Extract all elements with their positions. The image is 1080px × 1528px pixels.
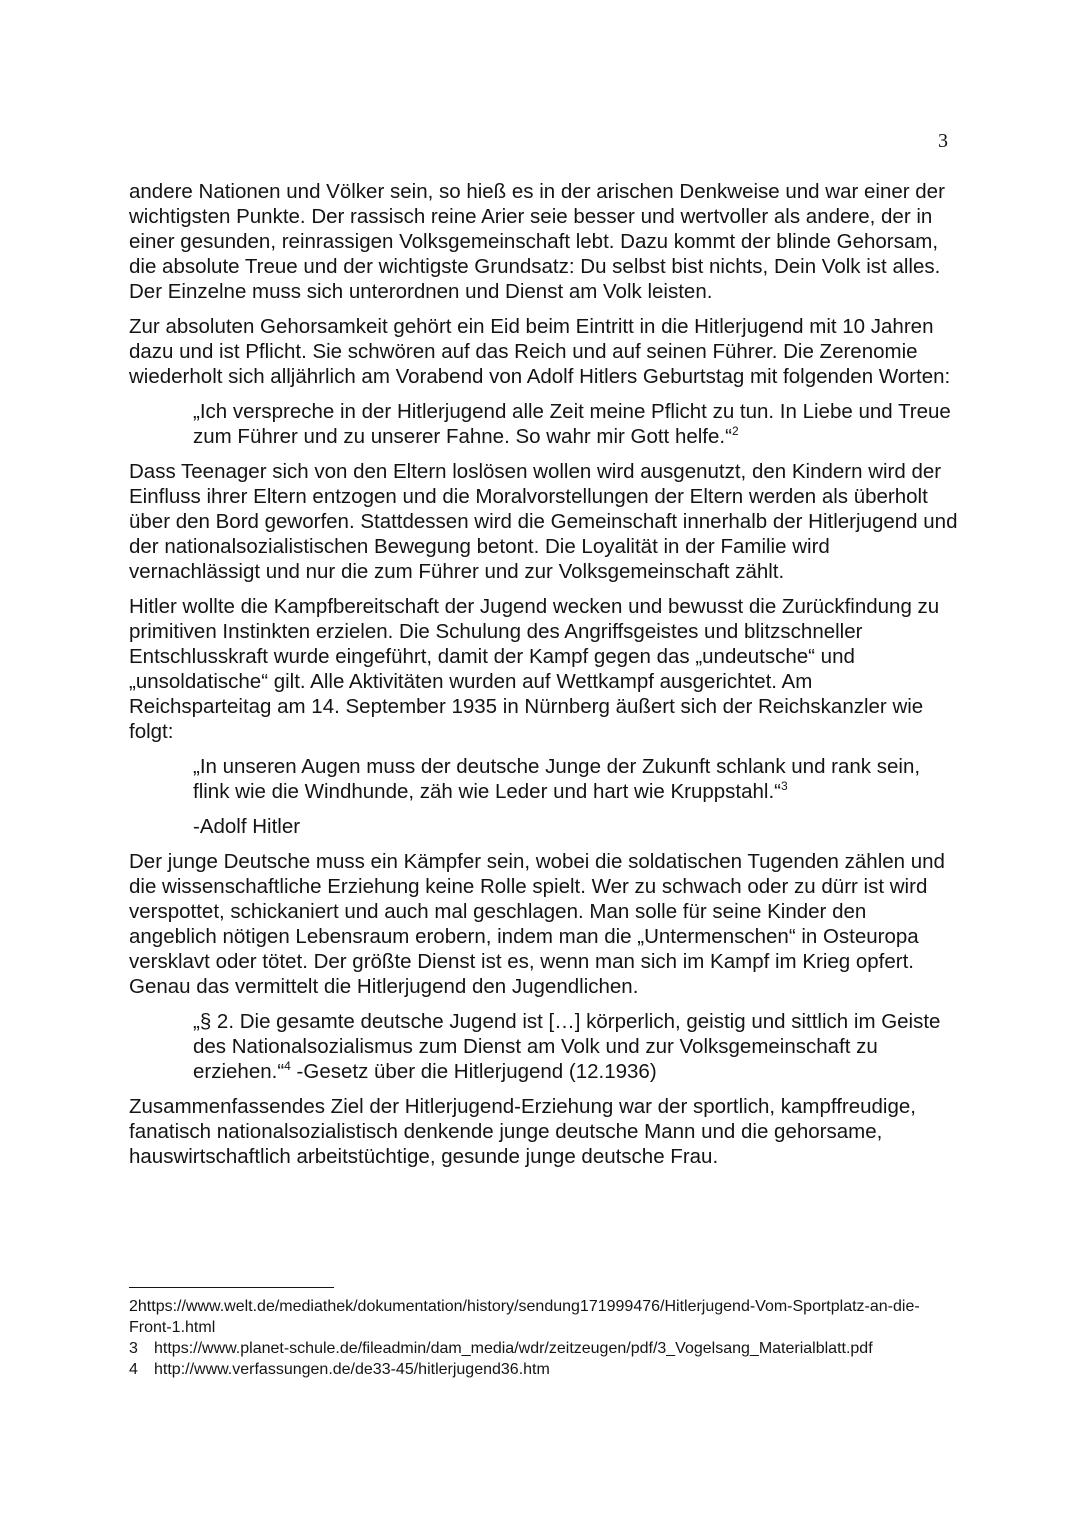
footnote-number: 4 bbox=[129, 1361, 138, 1378]
footnotes bbox=[129, 1296, 959, 1380]
page-number: 3 bbox=[938, 130, 948, 152]
paragraph bbox=[129, 459, 959, 584]
footnote-reference: 4 bbox=[284, 1059, 291, 1074]
footnote-text: 2https://www.welt.de/mediathek/dokumentation/history/sendung171999476/Hitlerjugend-Vom-Sportplatz-an-die-Front-1.html bbox=[129, 1298, 920, 1336]
footnote bbox=[129, 1338, 959, 1359]
paragraph bbox=[129, 849, 959, 999]
paragraph-text: Der junge Deutsche muss ein Kämpfer sein, wobei die soldatischen Tugenden zählen und die wissenschaftliche Erziehung keine Rolle spielt. Wer zu schwach oder zu dürr ist wird verspottet, schickaniert und auch mal geschlagen. Man solle für seine Kinder den angeblich nötigen Lebensraum erobern, indem man die „Untermenschen“ in Osteuropa versklavt oder tötet. Der größte Dienst ist es, wenn man sich im Kampf im Krieg opfert. Genau das vermittelt die Hitlerjugend den Jugendlichen. bbox=[129, 850, 945, 998]
footnote-reference: 3 bbox=[781, 779, 788, 794]
paragraph bbox=[129, 314, 959, 389]
paragraph-text: Hitler wollte die Kampfbereitschaft der Jugend wecken und bewusst die Zurückfindung zu primitiven Instinkten erzielen. Die Schulung des Angriffsgeistes und blitzschneller Entschlusskraft wurde eingeführt, damit der Kampf gegen das „undeutsche“ und „unsoldatische“ gilt. Alle Aktivitäten wurden auf Wettkampf ausgerichtet. Am Reichsparteitag am 14. September 1935 in Nürnberg äußert sich der Reichskanzler wie folgt: bbox=[129, 595, 940, 743]
footnote-separator bbox=[129, 1287, 334, 1288]
paragraph bbox=[129, 594, 959, 744]
quote-source: -Gesetz über die Hitlerjugend (12.1936) bbox=[290, 1060, 657, 1083]
block-quote bbox=[193, 1009, 959, 1084]
quote-text: „Ich verspreche in der Hitlerjugend alle Zeit meine Pflicht zu tun. In Liebe und Treue zum Führer und zu unserer Fahne. So wahr mir Gott helfe.“ bbox=[193, 400, 951, 448]
paragraph-text: Zur absoluten Gehorsamkeit gehört ein Eid beim Eintritt in die Hitlerjugend mit 10 Jahren dazu und ist Pflicht. Sie schwören auf das Reich und auf seinen Führer. Die Zerenomie wiederholt sich alljährlich am Vorabend von Adolf Hitlers Geburtstag mit folgenden Worten: bbox=[129, 315, 951, 388]
paragraph-text: Dass Teenager sich von den Eltern loslösen wollen wird ausgenutzt, den Kindern wird der Einfluss ihrer Eltern entzogen und die Moralvorstellungen der Eltern werden als überholt über den Bord geworfen. Stattdessen wird die Gemeinschaft innerhalb der Hitlerjugend und der nationalsozialistischen Bewegung betont. Die Loyalität in der Familie wird vernachlässigt und nur die zum Führer und zur Volksgemeinschaft zählt. bbox=[129, 460, 958, 583]
quote-text: „In unseren Augen muss der deutsche Junge der Zukunft schlank und rank sein, flink wie die Windhunde, zäh wie Leder und hart wie Kruppstahl.“ bbox=[193, 755, 921, 803]
footnote bbox=[129, 1296, 959, 1338]
block-quote bbox=[193, 754, 959, 804]
attribution-text: -Adolf Hitler bbox=[193, 815, 301, 838]
footnote-number: 3 bbox=[129, 1340, 138, 1357]
footnote-text: http://www.verfassungen.de/de33-45/hitlerjugend36.htm bbox=[154, 1361, 550, 1378]
block-quote bbox=[193, 399, 959, 449]
paragraph bbox=[129, 1094, 959, 1169]
footnote bbox=[129, 1359, 959, 1380]
paragraph-text: andere Nationen und Völker sein, so hieß es in der arischen Denkweise und war einer der wichtigsten Punkte. Der rassisch reine Arier seie besser und wertvoller als andere, der in einer gesunden, reinrassigen Volksgemeinschaft lebt. Dazu kommt der blinde Gehorsam, die absolute Treue und der wichtigste Grundsatz: Du selbst bist nichts, Dein Volk ist alles. Der Einzelne muss sich unterordnen und Dienst am Volk leisten. bbox=[129, 180, 945, 303]
paragraph bbox=[129, 179, 959, 304]
paragraph-text: Zusammenfassendes Ziel der Hitlerjugend-Erziehung war der sportlich, kampffreudige, fanatisch nationalsozialistisch denkende junge deutsche Mann und die gehorsame, hauswirtschaftlich arbeitstüchtige, gesunde junge deutsche Frau. bbox=[129, 1095, 916, 1168]
quote-attribution bbox=[193, 814, 959, 839]
footnote-text: https://www.planet-schule.de/fileadmin/dam_media/wdr/zeitzeugen/pdf/3_Vogelsang_Materialblatt.pdf bbox=[154, 1340, 873, 1357]
body-text bbox=[129, 179, 959, 1179]
quote-text: „§ 2. Die gesamte deutsche Jugend ist […] körperlich, geistig und sittlich im Geiste des Nationalsozialismus zum Dienst am Volk und zur Volksgemeinschaft zu erziehen.“ bbox=[193, 1010, 941, 1083]
footnote-reference: 2 bbox=[731, 424, 739, 439]
